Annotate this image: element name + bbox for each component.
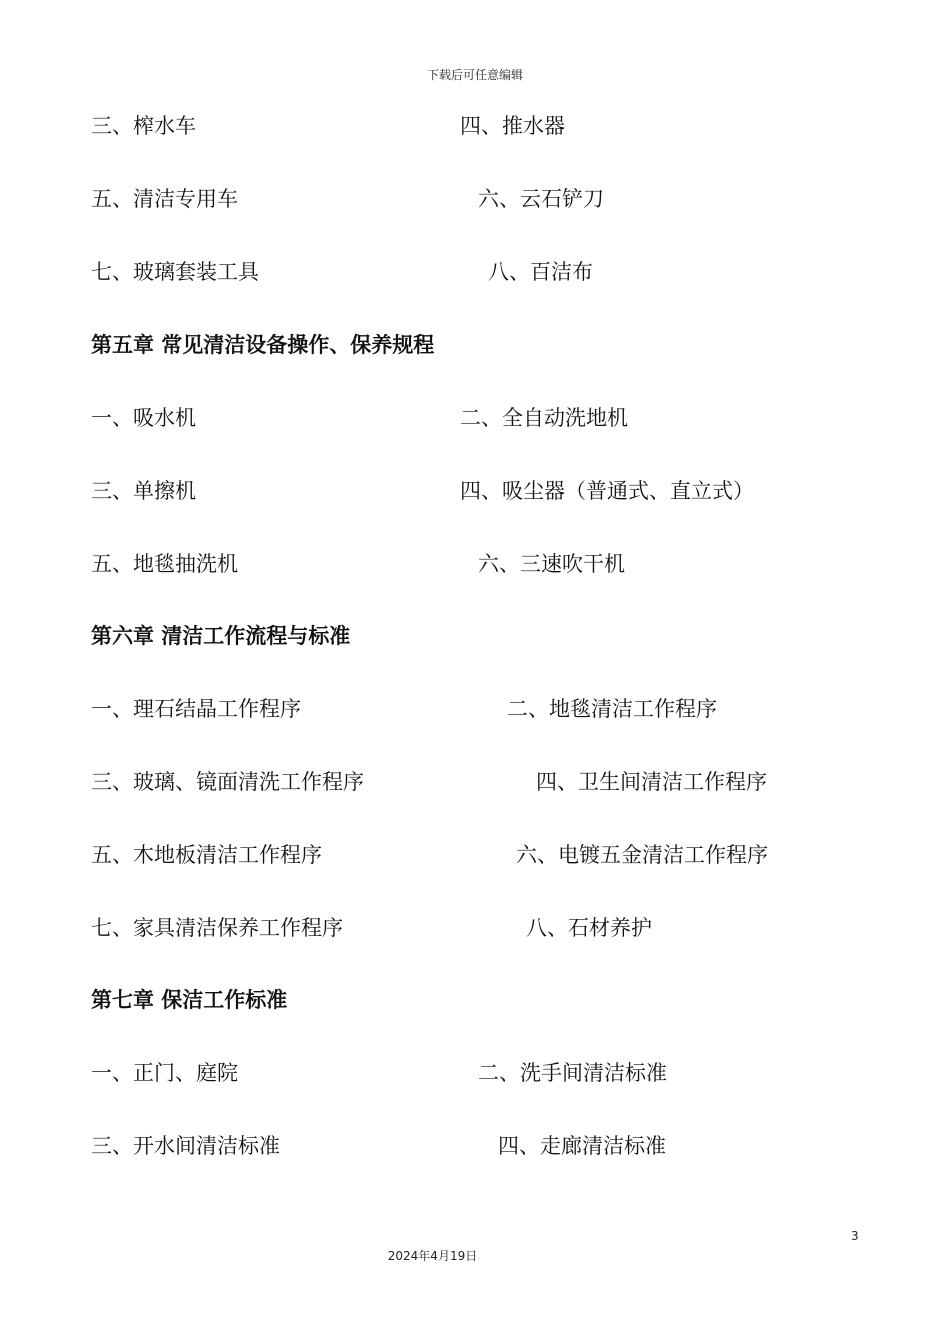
list-item: 三、玻璃、镜面清洗工作程序: [91, 770, 364, 794]
list-item: 三、单擦机: [91, 479, 196, 503]
list-item: 六、云石铲刀: [478, 187, 604, 211]
list-item: 四、吸尘器（普通式、直立式）: [460, 479, 754, 503]
list-item: 三、开水间清洁标准: [91, 1134, 280, 1158]
list-item: 六、电镀五金清洁工作程序: [516, 843, 768, 867]
list-item: 五、地毯抽洗机: [91, 552, 238, 576]
list-item: 四、推水器: [460, 114, 565, 138]
list-item: 二、地毯清洁工作程序: [507, 697, 717, 721]
list-item: 一、吸水机: [91, 406, 196, 430]
page-header: 下载后可任意编辑: [426, 68, 523, 82]
list-item: 四、卫生间清洁工作程序: [536, 770, 767, 794]
chapter-heading-6: 第六章 清洁工作流程与标准: [91, 624, 351, 648]
chapter-heading-7: 第七章 保洁工作标准: [91, 988, 288, 1012]
page-number: 3: [851, 1229, 859, 1243]
list-item: 三、榨水车: [91, 114, 196, 138]
list-item: 四、走廊清洁标准: [498, 1134, 666, 1158]
list-item: 一、理石结晶工作程序: [91, 697, 301, 721]
list-item: 二、全自动洗地机: [460, 406, 628, 430]
list-item: 八、百洁布: [488, 260, 593, 284]
list-item: 六、三速吹干机: [478, 552, 625, 576]
list-item: 七、家具清洁保养工作程序: [91, 916, 343, 940]
list-item: 五、木地板清洁工作程序: [91, 843, 322, 867]
chapter-heading-5: 第五章 常见清洁设备操作、保养规程: [91, 333, 435, 357]
list-item: 一、正门、庭院: [91, 1061, 238, 1085]
list-item: 七、玻璃套装工具: [91, 260, 259, 284]
list-item: 五、清洁专用车: [91, 187, 238, 211]
footer-date: 2024年4月19日: [387, 1249, 478, 1263]
list-item: 二、洗手间清洁标准: [478, 1061, 667, 1085]
list-item: 八、石材养护: [526, 916, 652, 940]
